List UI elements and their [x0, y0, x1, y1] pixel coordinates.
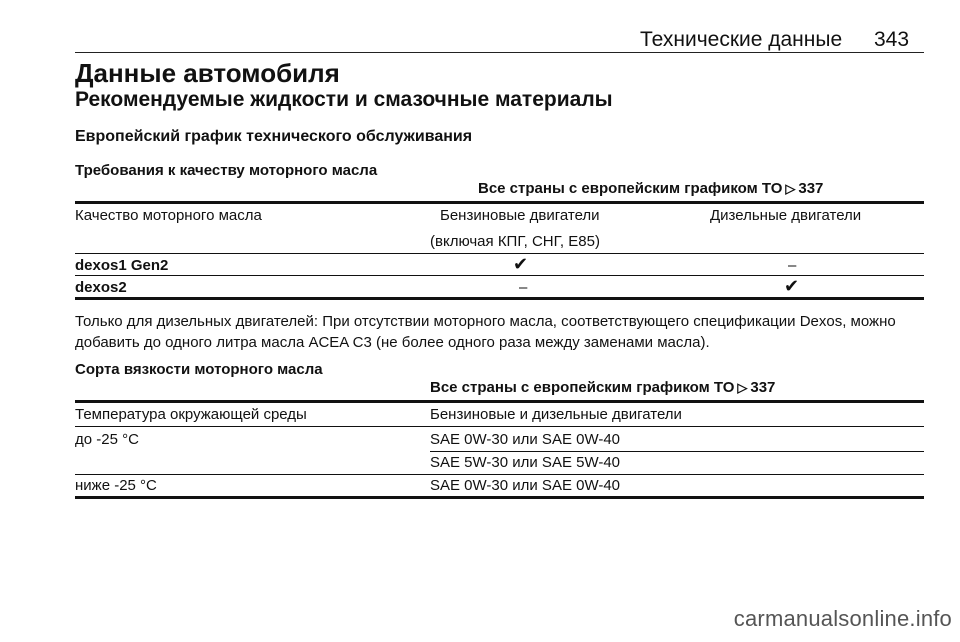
check-icon: ✔ [784, 276, 800, 296]
table-row-grade: SAE 0W-30 или SAE 0W-40 [430, 477, 621, 494]
table-row-grade: SAE 0W-30 или SAE 0W-40 [430, 431, 621, 448]
table-row-name: dexos1 Gen2 [75, 257, 169, 274]
diesel-note: Только для дизельных двигателей: При отсутствии моторного масла, соответствующего спецификации Dexos, можно добавить до одного литра масла ACEA C3 (не более одного раза между заменами масла). [75, 313, 896, 351]
oil-quality-heading: Требования к качеству моторного масла [75, 162, 378, 179]
table-rule [75, 426, 924, 427]
triangle-right-icon: ▷ [785, 181, 796, 196]
table-row-grade: SAE 5W-30 или SAE 5W-40 [430, 454, 621, 471]
viscosity-scope-text: Все страны с европейским графиком ТО [430, 379, 735, 396]
column-header-oil-quality: Качество моторного масла [75, 207, 262, 224]
dash-mark: – [519, 279, 528, 296]
viscosity-heading: Сорта вязкости моторного масла [75, 361, 323, 378]
section-title: Данные автомобиля [75, 58, 340, 88]
watermark: carmanualsonline.info [733, 606, 952, 631]
column-header-temperature: Температура окружающей среды [75, 406, 307, 423]
column-header-engines: Бензиновые и дизельные двигатели [430, 406, 682, 423]
section-subtitle: Рекомендуемые жидкости и смазочные материалы [75, 88, 613, 111]
header-divider [75, 52, 924, 53]
table-rule [75, 201, 924, 204]
table-row-temp: до -25 °C [75, 431, 139, 448]
table-row-name: dexos2 [75, 279, 127, 296]
table-row-temp: ниже -25 °C [75, 477, 157, 494]
table-rule [430, 451, 924, 452]
viscosity-scope [430, 379, 775, 396]
running-header-title: Технические данные [640, 28, 843, 51]
column-header-diesel: Дизельные двигатели [710, 207, 862, 224]
table-rule [75, 496, 924, 499]
dash-mark: – [788, 257, 797, 274]
page-number: 343 [874, 28, 910, 51]
table-rule [75, 297, 924, 300]
oil-quality-scope-text: Все страны с европейским графиком ТО [478, 180, 783, 197]
table-rule [75, 253, 924, 254]
schedule-heading: Европейский график технического обслуживания [75, 128, 473, 145]
table-rule [75, 400, 924, 403]
oil-quality-scope [478, 180, 823, 197]
table-rule [75, 474, 924, 475]
column-header-petrol-sub: (включая КПГ, СНГ, E85) [430, 233, 600, 250]
triangle-right-icon: ▷ [737, 380, 748, 395]
check-icon: ✔ [513, 254, 529, 274]
oil-quality-scope-link[interactable]: 337 [798, 180, 824, 197]
column-header-petrol: Бензиновые двигатели [440, 207, 600, 224]
viscosity-scope-link[interactable]: 337 [750, 379, 776, 396]
